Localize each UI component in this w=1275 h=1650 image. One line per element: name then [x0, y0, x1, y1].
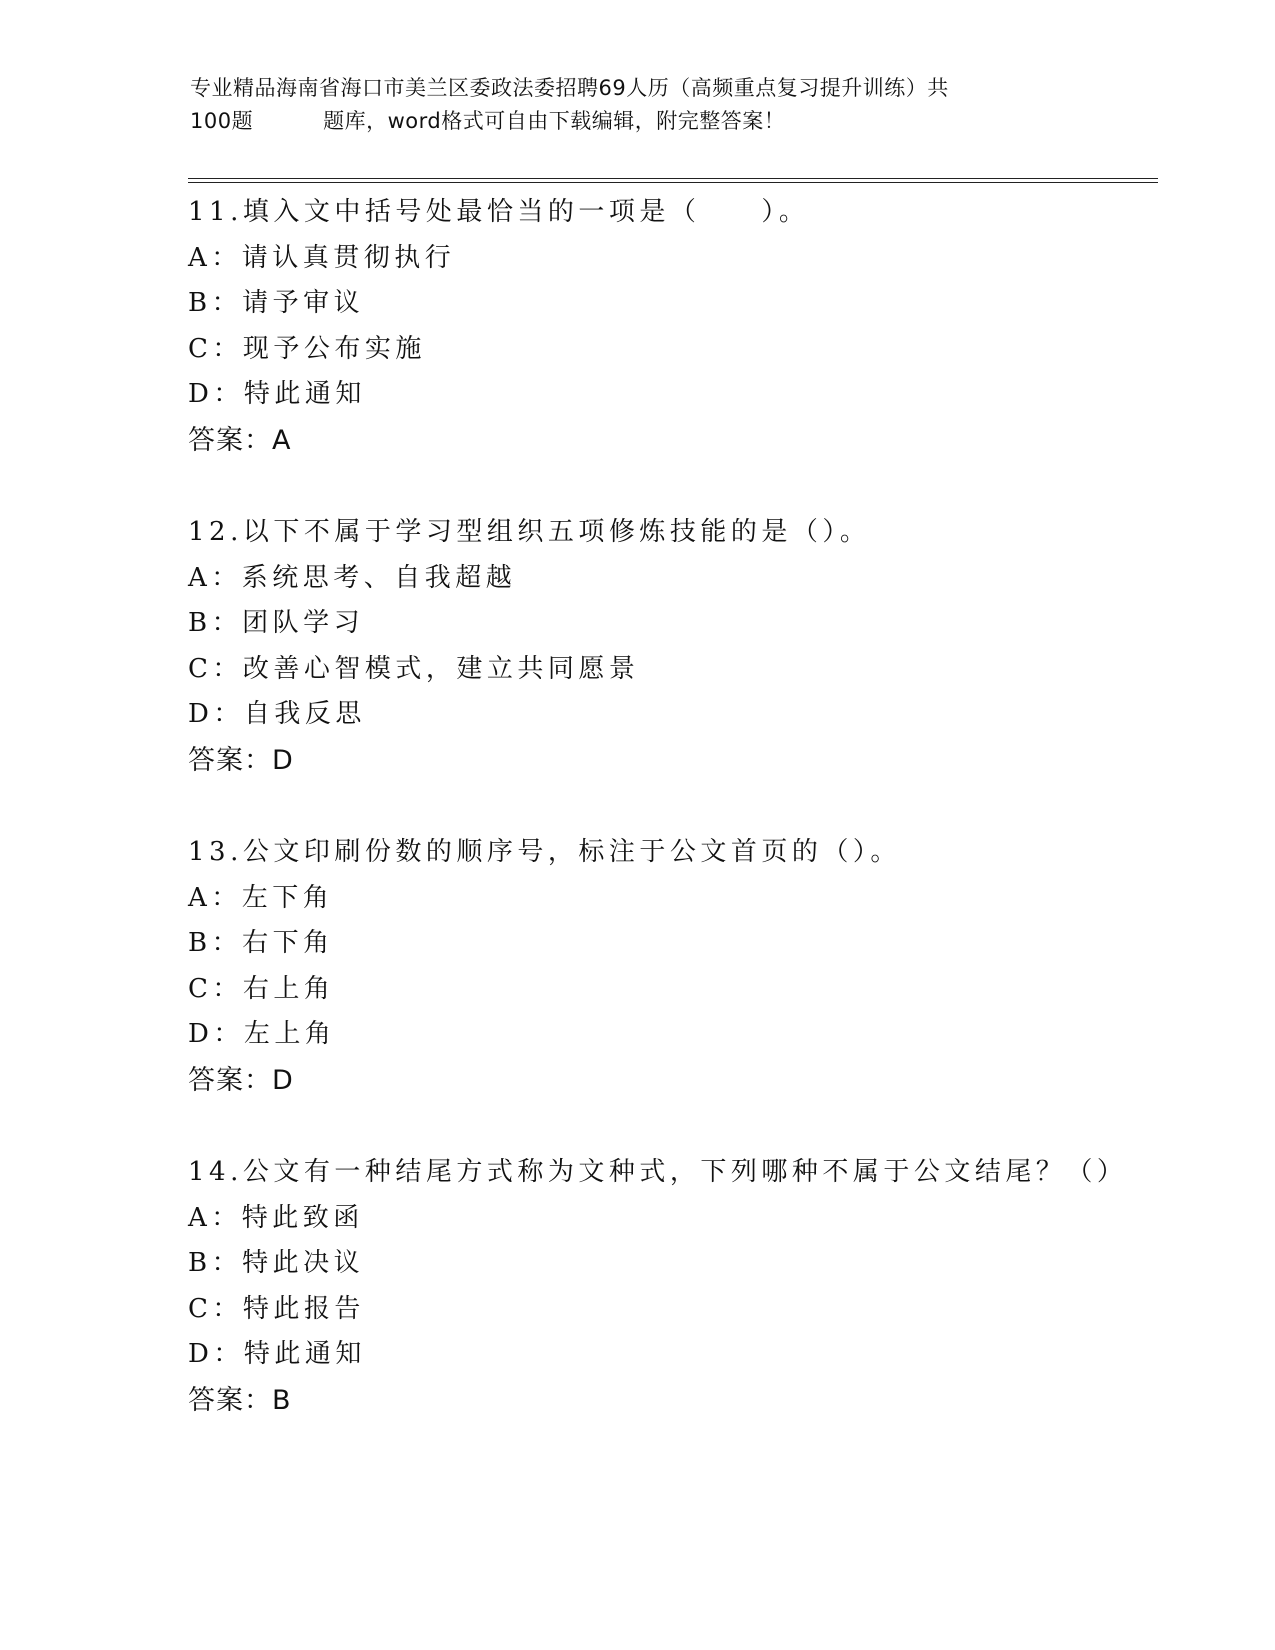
option-b: B：请予审议: [188, 288, 365, 319]
option-b: B：团队学习: [188, 608, 365, 639]
answer-line: 答案：D: [188, 744, 294, 776]
question-stem: 12.以下不属于学习型组织五项修炼技能的是（）。: [188, 516, 871, 547]
header-double-rule: [188, 178, 1158, 183]
question-stem: 14.公文有一种结尾方式称为文种式，下列哪种不属于公文结尾？（）: [188, 1156, 1128, 1187]
header-description: 题库，word格式可自由下载编辑，附完整答案！: [323, 109, 786, 133]
option-d: D：左上角: [188, 1019, 336, 1050]
question-12: [188, 510, 1168, 784]
option-a: A：请认真贯彻执行: [188, 242, 456, 273]
option-c: C：改善心智模式，建立共同愿景: [188, 653, 640, 684]
question-stem: 11.填入文中括号处最恰当的一项是（ ）。: [188, 197, 810, 227]
question-list: [188, 190, 1168, 1470]
option-d: D：特此通知: [188, 1339, 366, 1370]
option-b: B：特此决议: [188, 1248, 365, 1279]
option-c: C：现予公布实施: [188, 333, 426, 364]
header-title-line-2: [190, 105, 1110, 138]
header-question-count: 100题: [190, 109, 254, 133]
answer-line: 答案：D: [188, 1064, 294, 1096]
option-d: D：自我反思: [188, 699, 366, 730]
header-title-line-1: 专业精品海南省海口市美兰区委政法委招聘69人历（高频重点复习提升训练）共: [190, 76, 949, 100]
option-c: C：特此报告: [188, 1293, 365, 1324]
option-c: C：右上角: [188, 973, 335, 1004]
question-14: [188, 1150, 1168, 1424]
option-a: A：左下角: [188, 882, 334, 913]
option-b: B：右下角: [188, 928, 334, 959]
option-a: A：特此致函: [188, 1202, 364, 1233]
document-header: [190, 72, 1110, 138]
answer-line: 答案：A: [188, 424, 292, 456]
answer-line: 答案：B: [188, 1384, 292, 1416]
option-d: D：特此通知: [188, 379, 366, 410]
question-13: [188, 830, 1168, 1104]
question-11: [188, 190, 1168, 464]
option-a: A：系统思考、自我超越: [188, 562, 517, 593]
question-stem: 13.公文印刷份数的顺序号，标注于公文首页的（）。: [188, 836, 901, 867]
